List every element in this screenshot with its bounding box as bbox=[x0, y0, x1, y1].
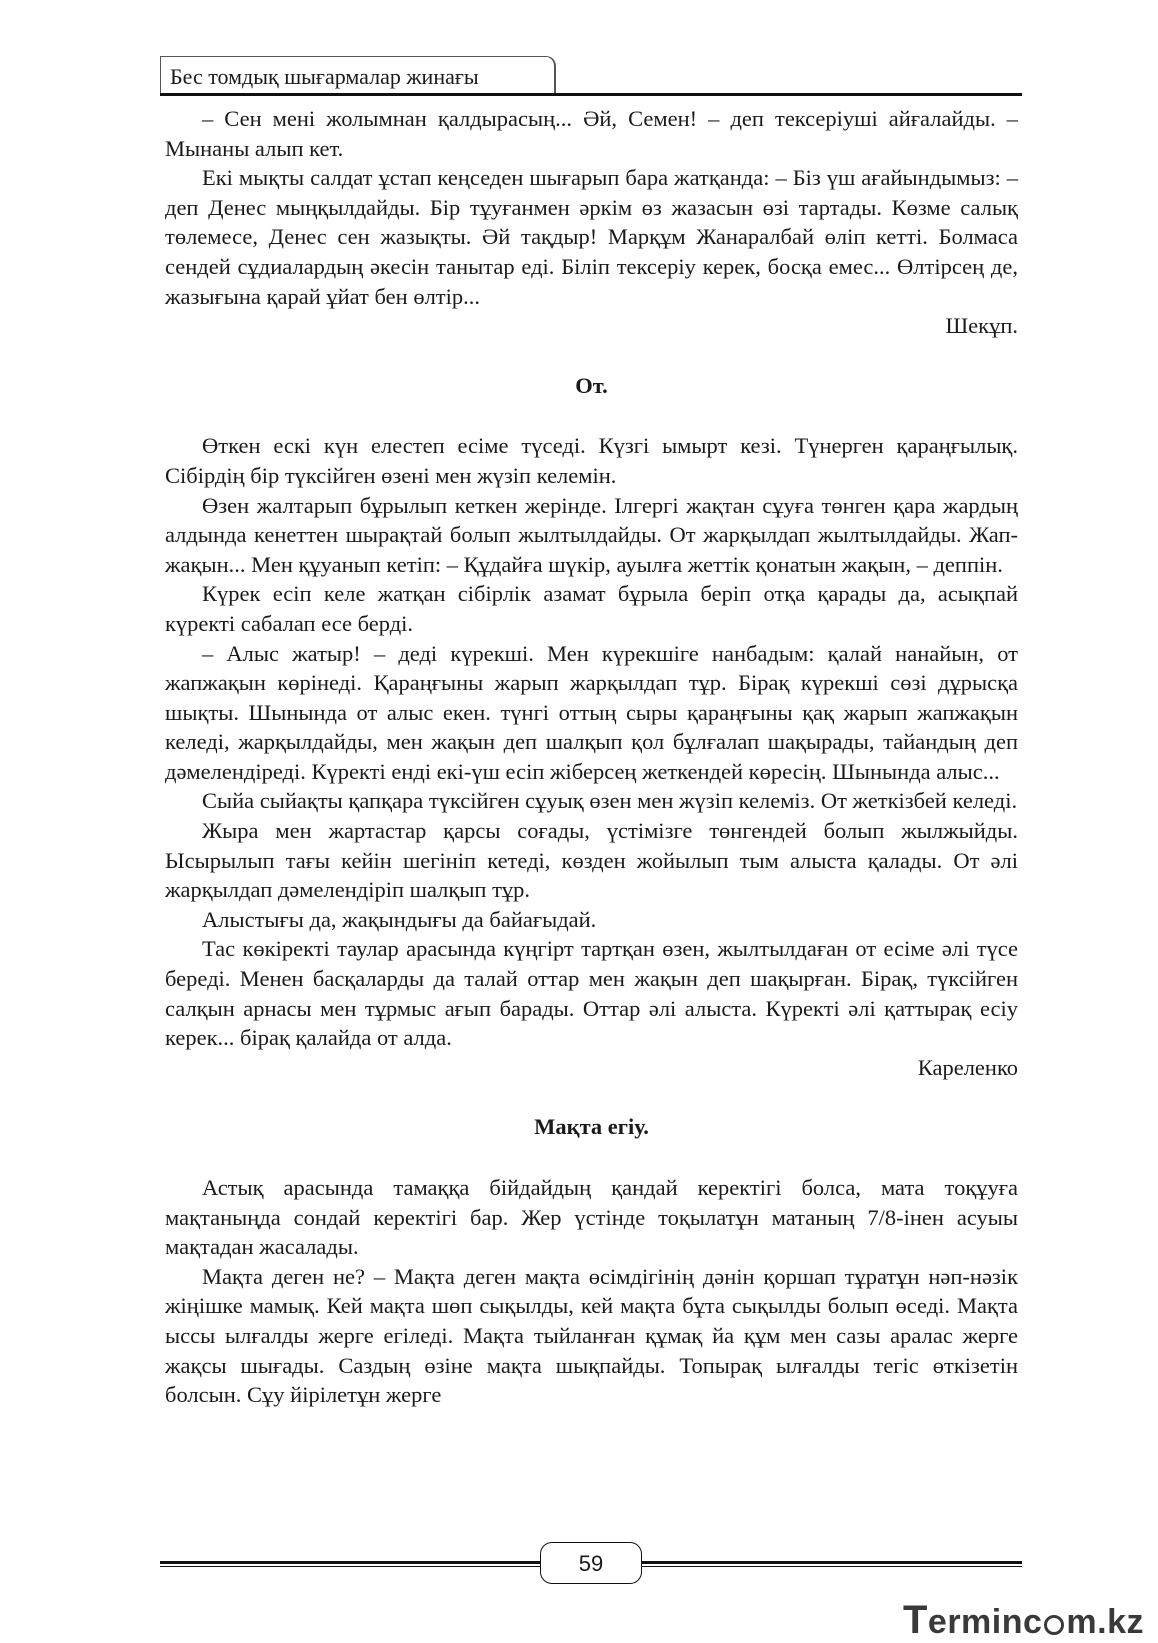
paragraph: Астық арасында тамаққа бійдайдың қандай керектігі болса, мата тоқұуға мақтаныңда сондай керектігі бар. Жер үстінде тоқылатұн матаның 7/8-інен асуыы мақтадан жасалады. bbox=[165, 1175, 1018, 1260]
paragraph: Жыра мен жартастар қарсы соғады, үстімізге төнгендей болып жылжыйды. Ысырылып тағы кейін шегініп кетеді, көзден жойылып тым алыста қалады. От әлі жарқылдап дәмелендіріп шалқып тұр. bbox=[165, 818, 1018, 903]
site-watermark: Terminc m.kz bbox=[902, 1598, 1144, 1642]
paragraph: – Сен мені жолымнан қалдырасың... Әй, Семен! – деп тексеріуші айғалайды. – Мынаны алып кет. bbox=[165, 106, 1018, 161]
page-number: 59 bbox=[540, 1542, 642, 1584]
paragraph: Өткен ескі күн елестеп есіме түседі. Күзгі ымырт кезі. Түнерген қараңғылық. Сібірдің бір түксійген өзені мен жүзіп келемін. bbox=[165, 433, 1018, 488]
paragraph: Мақта деген не? – Мақта деген мақта өсімдігінің дәнін қоршап тұратұн нәп-нәзік жіңішке мамық. Кей мақта шөп сықылды, кей мақта бұта сықылды болып өседі. Мақта ыссы ылғалды жерге егіледі. Мақта тыйланған құмақ йа құм мен сазы аралас жерге жақсы шығады. Саздың өзіне мақта шықпайды. Топырақ ылғалды тегіс өткізетін болсын. Сұу йірілетұн жерге bbox=[165, 1263, 1018, 1408]
paragraph: – Алыс жатыр! – деді күрекші. Мен күрекшіге нанбадым: қалай нанайын, от жапжақын көрінеді. Қараңғыны жарып жарқылдап тұр. Бірақ күрекші сөзі дұрысқа шықты. Шынында от алыс екен. түнгі оттың сыры қараңғыны қақ жарып жапжақын келеді, жарқылдайды, мен жақын деп шалқып қол бұлғалап шақырады, тайандың деп дәмелендіреді. Күректі енді екі-үш есіп жіберсең жеткендей көресің. Шынында алыс... bbox=[165, 640, 1018, 784]
running-header-title: Бес томдық шығармалар жинағы bbox=[170, 64, 479, 89]
paragraph: Екі мықты салдат ұстап кеңседен шығарып бара жатқанда: – Біз үш ағайындымыз: – деп Денес мыңқылдайды. Бір тұуғанмен әркім өз жазасын өзі тартады. Көзме салық төлемесе, Денес сен жазықты. Әй тақдыр! Марқұм Жанаралбай өліп кетті. Болмаса сендей сұдиалардың әкесін танытар еді. Біліп тексеріу керек, босқа емес... Өлтірсең де, жазығына қарай ұйат бен өлтір... bbox=[165, 165, 1018, 309]
header-rule bbox=[160, 93, 1022, 96]
signature: Шекұп. bbox=[945, 313, 1018, 339]
paragraph: Алыстығы да, жақындығы да байағыдай. bbox=[202, 906, 597, 932]
magnifier-icon bbox=[1044, 1615, 1064, 1635]
section-heading: Мақта егіу. bbox=[534, 1114, 649, 1140]
paragraph: Өзен жалтарып бұрылып кеткен жерінде. Ілгергі жақтан сұуға төнген қара жардың алдында кенеттен шырақтай болып жылтылдайды. От жарқылдап жылтылдайды. Жап-жақын... Мен құуанып кетіп: – Құдайға шүкір, ауылға жеттік қонатын жақын, – деппін. bbox=[165, 492, 1018, 577]
paragraph: Тас көкіректі таулар арасында күңгірт тартқан өзен, жылтылдаған от есіме әлі түсе береді. Менен басқаларды да талай оттар мен жақын деп шақырған. Бірақ, түксійген салқын арнасы мен тұрмыс ағып барады. Оттар әлі алыста. Күректі әлі қаттырақ есіу керек... бірақ қалайда от алда. bbox=[165, 936, 1018, 1051]
page-content bbox=[165, 104, 1018, 1410]
section-heading: От. bbox=[575, 372, 608, 398]
signature: Кареленко bbox=[917, 1054, 1018, 1080]
paragraph: Күрек есіп келе жатқан сібірлік азамат бұрыла беріп отқа қарады да, асықпай күректі сабалап есе берді. bbox=[165, 581, 1018, 636]
paragraph: Сыйа сыйақты қапқара түксійген сұуық өзен мен жүзіп келеміз. От жеткізбей келеді. bbox=[202, 788, 1018, 814]
